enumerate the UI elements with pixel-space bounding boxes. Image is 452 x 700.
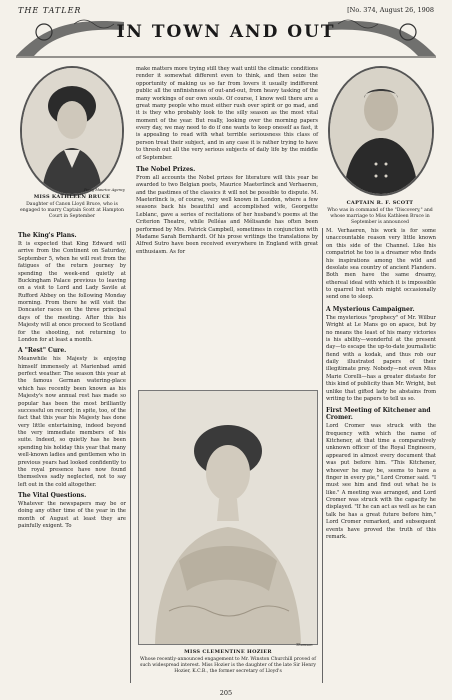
- middle-column: [136, 66, 318, 258]
- portrait-captain-scott: [328, 66, 434, 196]
- woman-portrait-image: [22, 68, 122, 194]
- page-title: IN TOWN AND OUT: [116, 22, 336, 42]
- caption-text: Daughter of Canon Lloyd Bruce, who is engaged to marry Captain Scott at Hampton Court in September: [20, 201, 124, 220]
- woman-portrait-image: [139, 391, 317, 644]
- column-divider: [322, 228, 323, 683]
- section-text: M. Verhaeren, his work is for some unaccountable reason very little known on this side of the Channel. Like his compatriot he too is a dreamer who finds his inspirations among the wild and desolate sea country of ancient Flanders. Both men have the same dreamy, ethereal ideal with which it is impossible to quarrel but which might occasionally send one to sleep.: [326, 228, 436, 301]
- section-text: It is expected that King Edward will arrive from the Continent on Saturday, September 5, when he will rest from the fatigues of the return journey by spending the week-end quietly at Buckingham Palace previous to leaving on a visit to Lord and Lady Savile at Rufford Abbey on the following Monday morning. From there he will visit the Doncaster races on the three principal days of the meeting. After this his Majesty will at once proceed to Scotland for the shooting, not returning to London for at least a month.: [18, 241, 126, 343]
- section-text: Lord Cromer was struck with the frequency with which the name of Kitchener, at that time a comparatively unknown officer of the Royal Engineers, appeared in almost every document that was put before him. "This Kitchener, whoever he may be, seems to have a finger in every pie," Lord Cromer said. "I must see him and find out what he is like." A meeting was arranged, and Lord Cromer was struck with the capacity he displayed. "If he can act as well as he can talk he has a great future before him," Lord Cromer remarked, and subsequent events have proved the truth of this remark.: [326, 423, 436, 540]
- caption-clementine-hozier: [138, 649, 318, 675]
- section-heading: The King's Plans.: [18, 232, 77, 239]
- section-heading: The Vital Questions.: [18, 492, 87, 499]
- caption-text: Who was in command of the "Discovery," and whose marriage to Miss Kathleen Bruce in September is announced: [327, 207, 433, 226]
- officer-portrait-image: [330, 68, 432, 194]
- section-text: The mysterious "prophecy" of Mr. Wilbur Wright at Le Mans go on apace, but by no means the least of his many victories is his ability—wonderful at the present day—to escape the up-to-date journalistic fiend with a kodak, and thus rob our daily illustrated papers of their illegitimate prey. Nobody—not even Miss Marie Corelli—has a greater distaste for this kind of publicity than Mr. Wright, but unlike that gifted lady he abstains from writing to the papers to tell us so.: [326, 314, 436, 402]
- issue-info: [No. 374, August 26, 1908: [347, 6, 434, 14]
- caption-name: MISS KATHLEEN BRUCE: [33, 194, 111, 200]
- caption-name: CAPTAIN R. F. SCOTT: [346, 200, 414, 206]
- caption-text: Whose recently-announced engagement to Mr. Winston Churchill proved of such widespread interest. Miss Hozier is the daughter of the late Sir Henry Hozier, K.C.B., the former secretary of Lloyd's: [139, 656, 317, 675]
- magazine-name: THE TATLER: [18, 6, 82, 15]
- caption-kathleen-bruce: [18, 194, 126, 220]
- section-text: make matters more trying still they wait until the climatic conditions render it somewhat different even to think, and then seize the opportunity of making us so far from lovers it usually indifferent public all the unfinishness of out-and-out, from heavy tasking of the many workings of our own souls. Of course, I know well there are a great many people who must either rush over spirit or go mad, and it is they who probably look to the silly season as the most vital moment of the year. But really, looking over the morning papers every day, we may need to do if one wants to keep oneself as fast, it is appealing to read with what terrible seriousness this class of person treat their subject, and in any case it is rather trying to have to thresh out all the very serious subjects of daily life by the middle of September.: [136, 66, 318, 161]
- caption-captain-scott: [324, 200, 436, 226]
- section-heading: A "Rest" Cure.: [18, 347, 67, 355]
- right-column: [326, 228, 436, 543]
- section-heading: First Meeting of Kitchener and Cromer.: [326, 407, 431, 422]
- column-divider: [130, 228, 131, 683]
- section-text: Whatever the newspapers may be or doing any other time of the year in the month of August at least they are painfully exigent. To: [18, 501, 126, 530]
- section-heading: The Nobel Prizes.: [136, 165, 196, 173]
- photo-credit: Thomson: [296, 643, 313, 647]
- left-column: [18, 232, 126, 533]
- portrait-clementine-hozier: [138, 390, 318, 645]
- section-heading: A Mysterious Campaigner.: [326, 305, 415, 313]
- page-number: 205: [219, 689, 233, 697]
- portrait-kathleen-bruce: [20, 66, 124, 196]
- section-text: Meanwhile his Majesty is enjoying himself immensely at Marienbad amid perfect weather. The season this year at the famous German watering-place which has recently been known as his Majesty's now annual rest has made so popular has been the most brilliantly successful on record; in spite, too, of the fact that this year his Majesty has done very little entertaining, indeed beyond the very immediate members of his suite. Indeed, so quietly has he been spending his holiday this year that many well-known ladies and gentlemen who in previous years had looked confidently to the royal presence have now found themselves sadly neglected, not to say left out in the cold altogether.: [18, 356, 126, 488]
- section-text: From all accounts the Nobel prizes for literature will this year be awarded to two Belgian poets, Maurice Maeterlinck and Verhaeren, and the pastimes of the classics it will not be possible to dispute. M. Maeterlinck is, of course, very well known in London, where a few seasons back his beautiful and accomplished wife, Georgette Leblanc, gave a series of recitations of her husband's poems at the Criterion Theatre, while Pelléas and Mélisande has often been performed by Mrs. Patrick Campbell, sometimes in conjunction with Madame Sarah Bernhardt. Of his prose writings the translations by Alfred Sutro have been received everywhere in England with great enthusiasm. As for: [136, 174, 318, 255]
- caption-name: MISS CLEMENTINE HOZIER: [184, 649, 272, 655]
- photo-credit: Percy Maurice Agency: [84, 188, 125, 192]
